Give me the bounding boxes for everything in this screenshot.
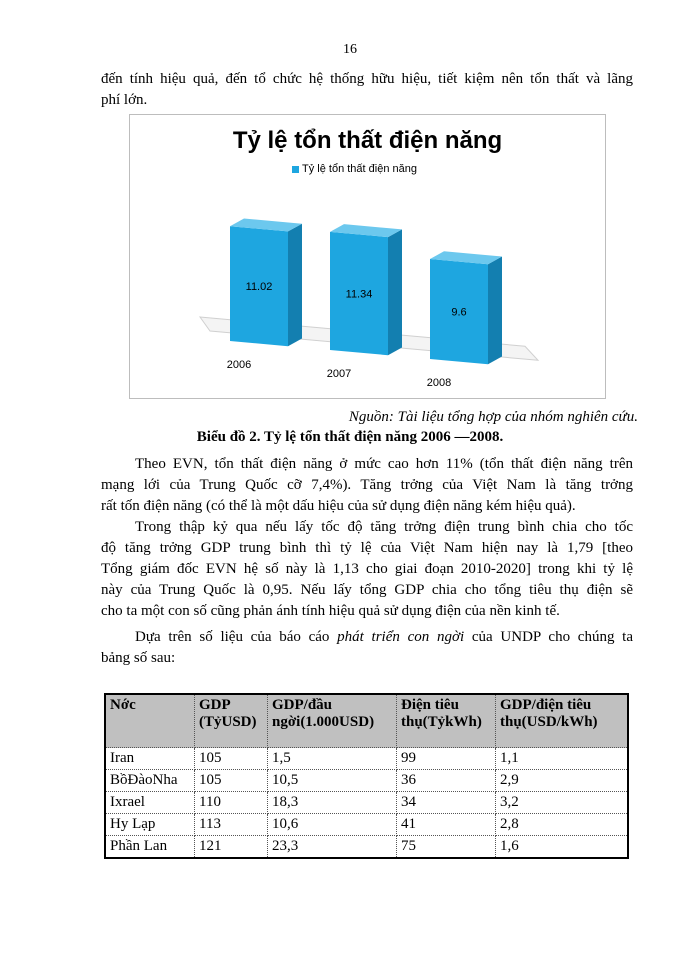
table-cell: 105 bbox=[195, 748, 268, 770]
table-cell: Ixrael bbox=[105, 792, 195, 814]
bar-chart bbox=[130, 115, 605, 398]
chart-title: Tỷ lệ tổn thất điện năng bbox=[232, 127, 503, 154]
text-line: mạng lới của Trung Quốc cỡ 7,4%). Tăng trởng của Việt Nam là tăng trởng bbox=[101, 477, 633, 493]
table-row bbox=[105, 792, 628, 814]
table-cell: 10,6 bbox=[268, 814, 397, 836]
table-row bbox=[105, 836, 628, 859]
undp-text-italic: phát triển con ngời bbox=[337, 629, 465, 645]
table-row bbox=[105, 814, 628, 836]
chart-caption: Biểu đồ 2. Tỷ lệ tổn thất điện năng 2006 —2008. bbox=[196, 429, 504, 445]
text-line: độ tăng trởng GDP trung bình thì tỷ lệ của Việt Nam hiện nay là 1,79 [theo bbox=[101, 540, 633, 556]
column-header-electricity-consumption: Điện tiêu thụ(TỷkWh) bbox=[397, 694, 496, 748]
paragraph-growth bbox=[101, 517, 633, 622]
data-label-2007: 11.34 bbox=[345, 288, 373, 301]
chart-source: Nguồn: Tài liệu tổng hợp của nhóm nghiên cứu. bbox=[348, 409, 638, 425]
table-cell: 1,1 bbox=[496, 748, 629, 770]
bar-side-2007 bbox=[388, 229, 402, 355]
table-cell: 113 bbox=[195, 814, 268, 836]
table-cell: 105 bbox=[195, 770, 268, 792]
table-cell: 2,8 bbox=[496, 814, 629, 836]
table-cell: 1,6 bbox=[496, 836, 629, 859]
bar-side-2006 bbox=[288, 224, 302, 346]
bar-side-2008 bbox=[488, 257, 502, 365]
intro-paragraph bbox=[101, 69, 633, 111]
table-cell: BồĐàoNha bbox=[105, 770, 195, 792]
table-header-row bbox=[105, 694, 628, 748]
table-cell: 2,9 bbox=[496, 770, 629, 792]
table-cell: 41 bbox=[397, 814, 496, 836]
table-row bbox=[105, 748, 628, 770]
text-line: này của Trung Quốc là 0,95. Nếu lấy tổng GDP chia cho tổng tiêu thụ điện sẽ bbox=[101, 582, 633, 598]
table-cell: Phần Lan bbox=[105, 836, 195, 859]
x-tick-label-2006: 2006 bbox=[226, 359, 252, 372]
table-cell: 75 bbox=[397, 836, 496, 859]
text-line: cho ta một con số cũng phản ánh tính hiệu quả sử dụng điện của nền kinh tế. bbox=[101, 603, 560, 619]
table-cell: 10,5 bbox=[268, 770, 397, 792]
data-label-2006: 11.02 bbox=[245, 281, 273, 294]
undp-text-post: của UNDP cho chúng ta bbox=[464, 629, 633, 645]
text-line: rất tốn điện năng (có thể là một dấu hiệu của sử dụng điện năng kém hiệu quả). bbox=[101, 498, 576, 514]
table-cell: 23,3 bbox=[268, 836, 397, 859]
x-tick-label-2008: 2008 bbox=[426, 377, 452, 390]
paragraph-undp bbox=[101, 627, 633, 669]
table-cell: 3,2 bbox=[496, 792, 629, 814]
text-line bbox=[101, 627, 633, 648]
text-line: Tổng giám đốc EVN hệ số này là 1,13 cho giai đoạn 2010-2020] trong khi tỷ lệ bbox=[101, 561, 633, 577]
column-header-country: Nớc bbox=[105, 694, 195, 748]
table-cell: 110 bbox=[195, 792, 268, 814]
table-cell: 99 bbox=[397, 748, 496, 770]
table-cell: 1,5 bbox=[268, 748, 397, 770]
table-cell: 121 bbox=[195, 836, 268, 859]
table-cell: 18,3 bbox=[268, 792, 397, 814]
undp-text-pre: Dựa trên số liệu của báo cáo bbox=[135, 629, 338, 645]
text-line: Theo EVN, tổn thất điện năng ở mức cao hơn 11% (tổn thất điện năng trên bbox=[135, 456, 633, 472]
data-label-2008: 9.6 bbox=[451, 306, 467, 319]
table-cell: Iran bbox=[105, 748, 195, 770]
text-line: Trong thập kỷ qua nếu lấy tốc độ tăng trởng điện trung bình chia cho tốc bbox=[135, 519, 633, 535]
table-row bbox=[105, 770, 628, 792]
chart-container bbox=[129, 114, 606, 399]
page-number: 16 bbox=[343, 42, 357, 57]
text-line: phí lớn. bbox=[101, 92, 148, 108]
column-header-gdp: GDP (TỷUSD) bbox=[195, 694, 268, 748]
table-cell: 34 bbox=[397, 792, 496, 814]
table-cell: Hy Lạp bbox=[105, 814, 195, 836]
paragraph-evn bbox=[101, 454, 633, 517]
legend-label: Tỷ lệ tổn thất điện năng bbox=[302, 163, 417, 175]
gdp-electricity-table bbox=[104, 693, 629, 859]
table-cell: 36 bbox=[397, 770, 496, 792]
column-header-gdp-per-kwh: GDP/điện tiêu thụ(USD/kWh) bbox=[496, 694, 629, 748]
text-line: bảng số sau: bbox=[101, 650, 176, 666]
column-header-gdp-per-capita: GDP/đầu ngời(1.000USD) bbox=[268, 694, 397, 748]
x-tick-label-2007: 2007 bbox=[326, 368, 352, 381]
text-line: đến tính hiệu quả, đến tổ chức hệ thống hữu hiệu, tiết kiệm nên tổn thất và lãng bbox=[101, 71, 633, 87]
